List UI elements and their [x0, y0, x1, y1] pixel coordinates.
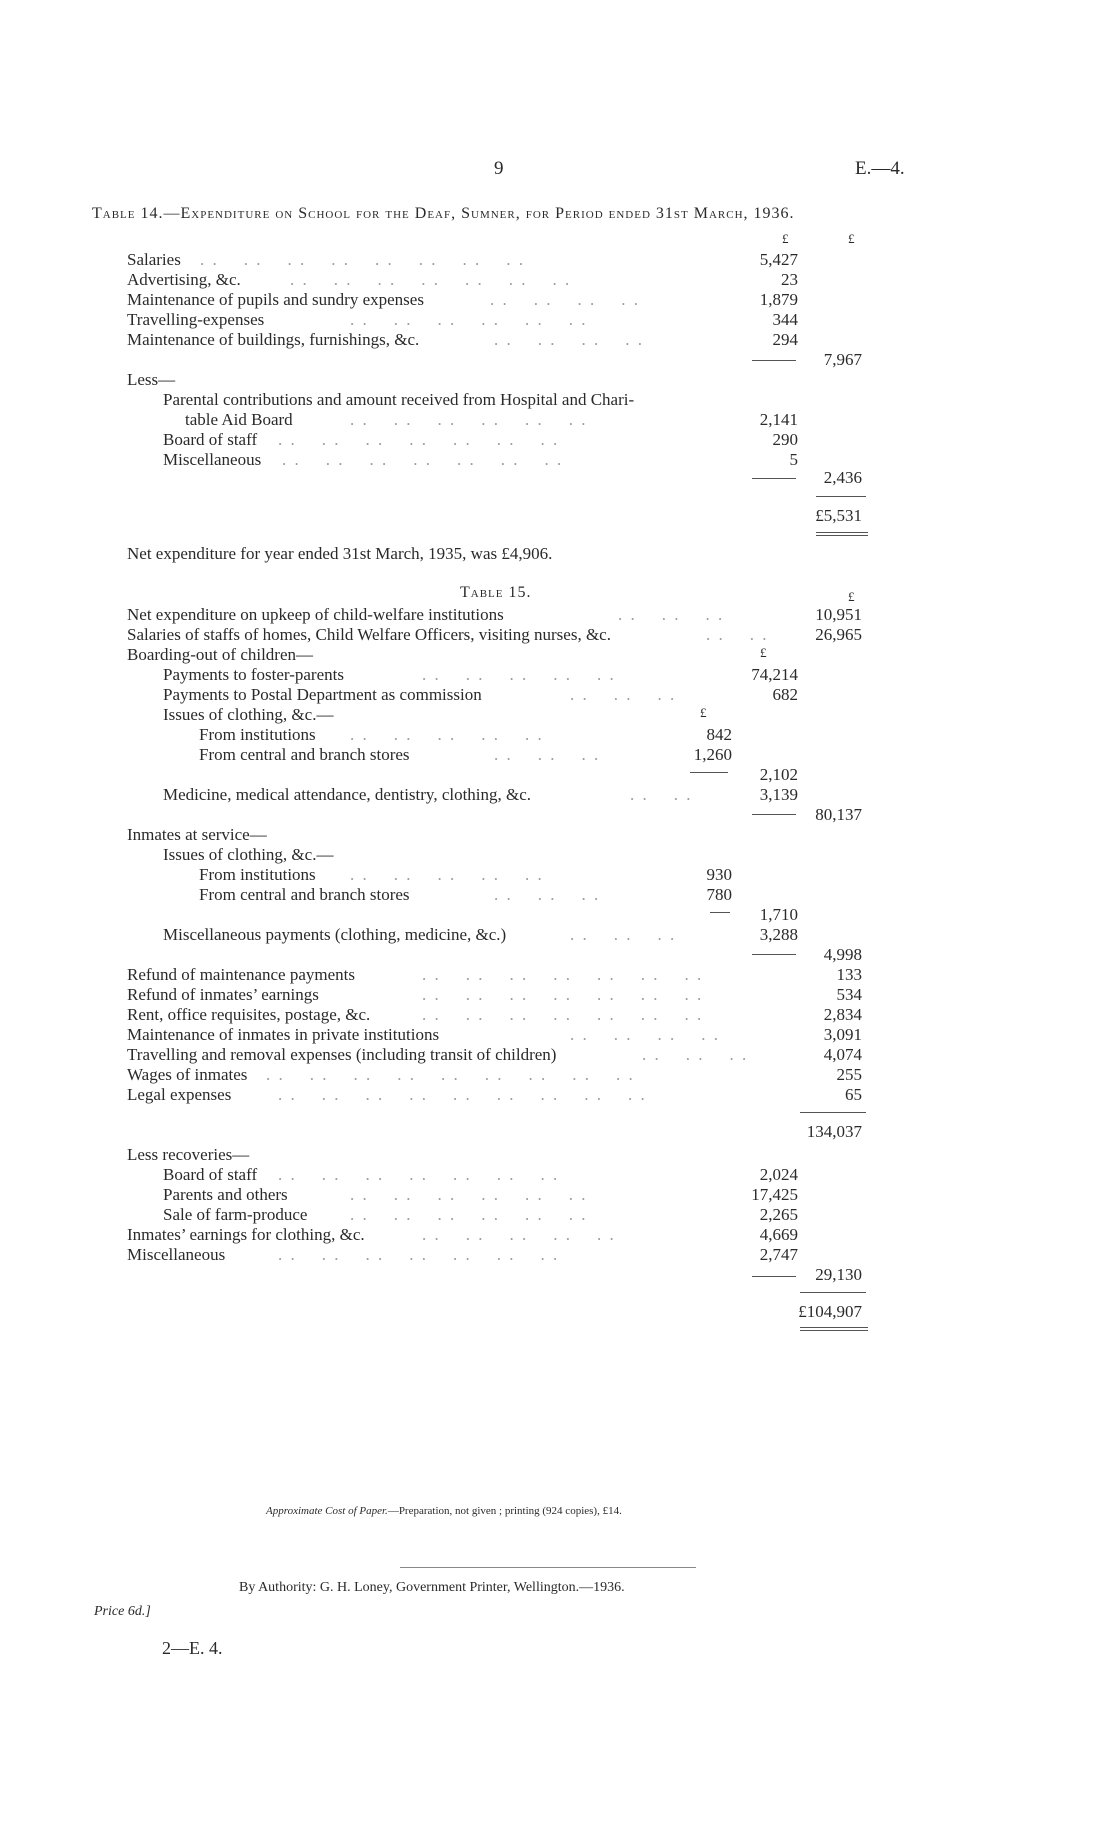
- table15-row: [0, 1122, 1114, 1142]
- row-value: 1,260: [693, 745, 732, 764]
- cost-label: Approximate Cost of Paper.: [266, 1505, 388, 1517]
- row-label: Sale of farm-produce: [163, 1205, 308, 1224]
- table15-row: [0, 1185, 1114, 1205]
- leader-dots: . . . . . . . . . . . . . .: [290, 270, 572, 289]
- table15-row: [0, 945, 1114, 965]
- row-value: 17,425: [751, 1185, 798, 1204]
- table15-row: [0, 1025, 1114, 1045]
- table14-row: [0, 410, 1114, 430]
- leader-dots: . . . . . .: [642, 1045, 749, 1064]
- row-label: Travelling-expenses: [127, 310, 265, 329]
- row-label: Miscellaneous: [163, 450, 262, 469]
- row-value: 1,710: [759, 905, 798, 924]
- row-label: Miscellaneous: [127, 1245, 226, 1264]
- less-label: Less—: [127, 370, 176, 389]
- row-label: Issues of clothing, &c.—: [163, 845, 334, 864]
- leader-dots: . . . . . . . . . .: [350, 865, 544, 884]
- table15-row: [0, 1265, 1114, 1285]
- row-value: 5: [789, 450, 798, 469]
- row-value: 2,024: [759, 1165, 798, 1184]
- gross-total: 134,037: [806, 1122, 862, 1141]
- table15-row: [0, 965, 1114, 985]
- row-value: 780: [706, 885, 732, 904]
- double-rule: [816, 532, 868, 533]
- row-label: Issues of clothing, &c.—: [163, 705, 334, 724]
- table14-currency-col1: £: [782, 231, 789, 246]
- row-value: 4,669: [759, 1225, 798, 1244]
- table14-note: Net expenditure for year ended 31st March, 1935, was £4,906.: [127, 544, 553, 563]
- row-label: Less recoveries—: [127, 1145, 250, 1164]
- leader-dots: . . . .: [630, 785, 693, 804]
- row-value: 4,998: [823, 945, 862, 964]
- row-label: From institutions: [199, 725, 316, 744]
- table15-row: [0, 845, 1114, 865]
- leader-dots: . . . . . . . . . . . . . .: [422, 1005, 704, 1024]
- table14-net-row: [0, 506, 1114, 526]
- row-label-continued: table Aid Board: [185, 410, 293, 429]
- row-label: Medicine, medical attendance, dentistry, clothing, &c.: [163, 785, 532, 804]
- document-code: E.—4.: [855, 158, 905, 179]
- double-rule: [816, 535, 868, 536]
- net-total: £104,907: [798, 1302, 862, 1321]
- leader-dots: . . . . . . . .: [570, 1025, 720, 1044]
- row-label: Board of staff: [163, 1165, 258, 1184]
- row-value: 842: [706, 725, 732, 744]
- table15-row: [0, 745, 1114, 765]
- row-value: 682: [772, 685, 798, 704]
- row-label: Salaries of staffs of homes, Child Welfare Officers, visiting nurses, &c.: [127, 625, 611, 644]
- total-rule: [800, 1112, 866, 1113]
- row-label: Miscellaneous payments (clothing, medicine, &c.): [163, 925, 507, 944]
- table15-row: [0, 685, 1114, 705]
- table15-net-row: [0, 1302, 1114, 1322]
- table15-row: [0, 1245, 1114, 1265]
- row-label: Inmates at service—: [127, 825, 267, 844]
- leader-dots: . . . . . . . . . . . . . . . . . .: [266, 1065, 635, 1084]
- table15-title: Table 15.: [460, 584, 532, 601]
- authority-rule: [400, 1567, 696, 1568]
- expenses-total: 7,967: [823, 350, 862, 369]
- row-value: 5,427: [759, 250, 798, 269]
- row-value: 2,102: [759, 765, 798, 784]
- row-label: Parental contributions and amount received from Hospital and Chari-: [163, 390, 635, 409]
- row-value: 930: [706, 865, 732, 884]
- price: Price 6d.]: [94, 1604, 151, 1619]
- recoveries-total: 29,130: [815, 1265, 862, 1284]
- leader-dots: . . . . . .: [570, 685, 677, 704]
- row-value: 3,139: [759, 785, 798, 804]
- table15-row: [0, 1005, 1114, 1025]
- leader-dots: . . . . . . . . . . . . . .: [278, 430, 560, 449]
- table15-row: [0, 985, 1114, 1005]
- row-value: 3,288: [759, 925, 798, 944]
- total-rule: [816, 496, 866, 497]
- table15-row: [0, 605, 1114, 625]
- table15-row: [0, 825, 1114, 845]
- table15-row: [0, 705, 1114, 725]
- leader-dots: . . . . . . . . . . . .: [350, 1185, 588, 1204]
- leader-dots: . . . . . . . . . .: [422, 1225, 616, 1244]
- row-label: Maintenance of inmates in private institutions: [127, 1025, 440, 1044]
- leader-dots: . . . . . . . . . . . . . .: [278, 1245, 560, 1264]
- row-value: 23: [781, 270, 798, 289]
- row-label: Refund of maintenance payments: [127, 965, 356, 984]
- row-label: Rent, office requisites, postage, &c.: [127, 1005, 371, 1024]
- row-label: From central and branch stores: [199, 745, 410, 764]
- total-rule: [800, 1292, 866, 1293]
- table15-row: [0, 1205, 1114, 1225]
- table14-row: [0, 250, 1114, 270]
- table15-row: [0, 1045, 1114, 1065]
- leader-dots: . . . . . . . . . . . . . .: [282, 450, 564, 469]
- row-label: Net expenditure on upkeep of child-welfare institutions: [127, 605, 504, 624]
- net-total: £5,531: [815, 506, 862, 525]
- table14-row: [0, 330, 1114, 350]
- table15-row: [0, 785, 1114, 805]
- row-label: Travelling and removal expenses (including transit of children): [127, 1045, 557, 1064]
- row-value: 133: [836, 965, 862, 984]
- row-label: Payments to Postal Department as commission: [163, 685, 482, 704]
- table15-row: [0, 905, 1114, 925]
- leader-dots: . . . . . . . . . . . . . .: [278, 1165, 560, 1184]
- table14-row: [0, 430, 1114, 450]
- table14-title: Table 14.—Expenditure on School for the Deaf, Sumner, for Period ended 31st March, 1936.: [92, 205, 795, 222]
- less-total: 2,436: [823, 468, 862, 487]
- row-label: From institutions: [199, 865, 316, 884]
- row-value: 26,965: [815, 625, 862, 644]
- cost-of-paper: [266, 1505, 622, 1517]
- row-value: 2,265: [759, 1205, 798, 1224]
- authority-line: By Authority: G. H. Loney, Government Printer, Wellington.—1936.: [239, 1580, 625, 1595]
- table14-row: [0, 270, 1114, 290]
- page-number: 9: [494, 158, 504, 179]
- currency-marker: £: [760, 645, 767, 660]
- row-label: Inmates’ earnings for clothing, &c.: [127, 1225, 365, 1244]
- row-label: From central and branch stores: [199, 885, 410, 904]
- leader-dots: . . . . . . . . . .: [350, 725, 544, 744]
- row-value: 1,879: [759, 290, 798, 309]
- leader-dots: . . . . . . . .: [494, 330, 644, 349]
- table15-row: [0, 925, 1114, 945]
- leader-dots: . . . . . . . . . . . .: [350, 410, 588, 429]
- leader-dots: . . . . . .: [618, 605, 725, 624]
- row-label: Maintenance of pupils and sundry expenses: [127, 290, 424, 309]
- table14-total-row: [0, 350, 1114, 370]
- row-value: 80,137: [815, 805, 862, 824]
- table14-currency-col2: £: [848, 231, 855, 246]
- row-value: 2,747: [759, 1245, 798, 1264]
- row-label: Maintenance of buildings, furnishings, &c.: [127, 330, 420, 349]
- row-value: 3,091: [823, 1025, 862, 1044]
- row-value: 294: [772, 330, 798, 349]
- table14-row: [0, 290, 1114, 310]
- row-value: 255: [836, 1065, 862, 1084]
- row-value: 2,834: [823, 1005, 862, 1024]
- leader-dots: . . . . . . . . . . . . . . . .: [200, 250, 525, 269]
- row-label: Refund of inmates’ earnings: [127, 985, 319, 1004]
- row-value: 65: [845, 1085, 862, 1104]
- leader-dots: . . . . . . . . . . . .: [350, 1205, 588, 1224]
- leader-dots: . . . . . .: [494, 745, 601, 764]
- row-value: 74,214: [751, 665, 798, 684]
- double-rule: [800, 1327, 868, 1328]
- row-label: Legal expenses: [127, 1085, 232, 1104]
- row-value: 2,141: [759, 410, 798, 429]
- row-value: 534: [836, 985, 862, 1004]
- leader-dots: . . . .: [706, 625, 769, 644]
- row-label: Board of staff: [163, 430, 258, 449]
- leader-dots: . . . . . . . . . . . . . . . . . .: [278, 1085, 647, 1104]
- table15-row: [0, 1085, 1114, 1105]
- table15-row: [0, 805, 1114, 825]
- leader-dots: . . . . . . . . . . . . . .: [422, 965, 704, 984]
- table15-row: [0, 865, 1114, 885]
- cost-text: —Preparation, not given ; printing (924 copies), £14.: [387, 1505, 622, 1517]
- table15-row: [0, 725, 1114, 745]
- row-label: Boarding-out of children—: [127, 645, 314, 664]
- row-label: Salaries: [127, 250, 181, 269]
- table14-row: [0, 450, 1114, 470]
- table15-row: [0, 1145, 1114, 1165]
- row-value: 10,951: [815, 605, 862, 624]
- row-value: 4,074: [823, 1045, 862, 1064]
- table15-row: [0, 1165, 1114, 1185]
- row-value: 290: [772, 430, 798, 449]
- row-label: Advertising, &c.: [127, 270, 241, 289]
- table15-row: [0, 665, 1114, 685]
- leader-dots: . . . . . .: [570, 925, 677, 944]
- table15-row: [0, 885, 1114, 905]
- leader-dots: . . . . . . . . . . . .: [350, 310, 588, 329]
- table15-row: [0, 1225, 1114, 1245]
- double-rule: [800, 1330, 868, 1331]
- leader-dots: . . . . . . . . . . . . . .: [422, 985, 704, 1004]
- table14-total-row: [0, 468, 1114, 488]
- currency-marker: £: [700, 705, 707, 720]
- table15-row: [0, 645, 1114, 665]
- row-value: 344: [772, 310, 798, 329]
- row-label: Parents and others: [163, 1185, 288, 1204]
- row-label: Wages of inmates: [127, 1065, 248, 1084]
- signature-mark: 2—E. 4.: [162, 1638, 223, 1658]
- table14-row: [0, 310, 1114, 330]
- leader-dots: . . . . . . . .: [490, 290, 640, 309]
- table15-row: [0, 1065, 1114, 1085]
- leader-dots: . . . . . .: [494, 885, 601, 904]
- table15-row: [0, 625, 1114, 645]
- leader-dots: . . . . . . . . . .: [422, 665, 616, 684]
- table14-row: [0, 390, 1114, 410]
- table15-row: [0, 765, 1114, 785]
- row-label: Payments to foster-parents: [163, 665, 344, 684]
- table15-currency: £: [848, 589, 855, 604]
